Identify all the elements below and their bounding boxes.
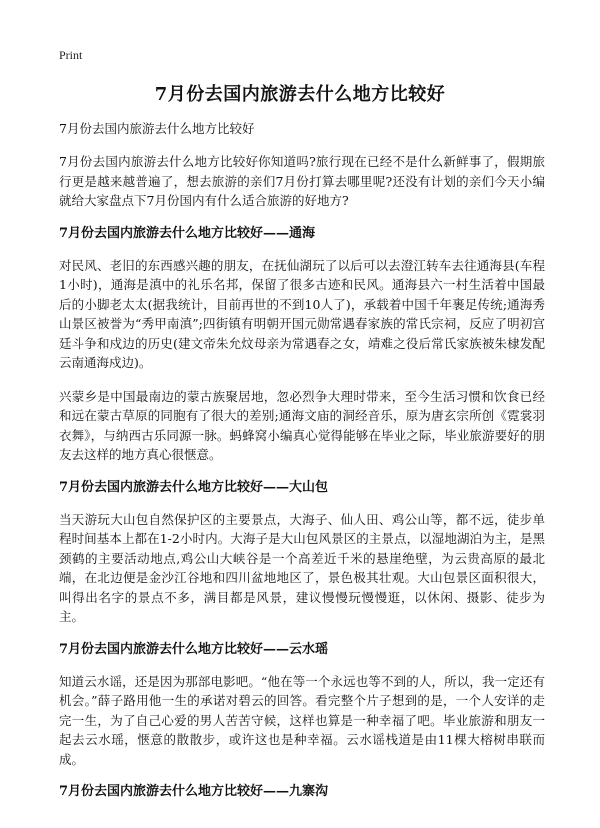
intro-paragraph: 7月份去国内旅游去什么地方比较好你知道吗?旅行现在已经不是什么新鲜事了，假期旅行更是越来越普遍了，想去旅游的亲们7月份打算去哪里呢?还没有计划的亲们今天小编就给大家盘点下7月份国内有什么适合旅游的好地方? (59, 154, 545, 208)
article-subtitle: 7月份去国内旅游去什么地方比较好 (59, 121, 255, 136)
section-paragraph: 当天游玩大山包自然保护区的主要景点，大海子、仙人田、鸡公山等，都不远，徒步单程时间基本上都在1-2小时内。大海子是大山包风景区的主景点，以湿地湖泊为主，是黑颈鹤的主要活动地点,鸡公山大峡谷是一个高差近千米的悬崖绝壁，为云贵高原的最北端，在北边便是金沙江谷地和四川盆地地区了，景色极其壮观。大山包景区面积很大，叫得出名字的景点不多，满目都是风景，建议慢慢玩慢慢逛，以休闲、摄影、徒步为主。 (59, 511, 545, 624)
section-heading-dashanbao: 7月份去国内旅游去什么地方比较好——大山包 (59, 479, 329, 495)
section-paragraph: 知道云水谣，还是因为那部电影吧。“他在等一个永远也等不到的人，所以，我一定还有机会。”薛子路用他一生的承诺对碧云的回答。看完整个片子想到的是，一个人安详的走完一生，为了自己心爱的男人苦苦守候，这样也算是一种幸福了吧。毕业旅游和朋友一起去云水瑶，惬意的散散步，或许这也是种幸福。云水谣栈道是由11棵大榕树串联而成。 (59, 673, 545, 767)
print-link[interactable]: Print (59, 48, 83, 62)
section-paragraph: 兴蒙乡是中国最南边的蒙古族聚居地，忽必烈争大理时带来，至今生活习惯和饮食已经和远在蒙古草原的同胞有了很大的差别;通海文庙的洞经音乐，原为唐玄宗所创《霓裳羽衣舞》，与纳西古乐同源一脉。蚂蜂窝小编真心觉得能够在毕业之际，毕业旅游要好的朋友去这样的地方真心很惬意。 (59, 388, 545, 462)
section-heading-yunshuiyao: 7月份去国内旅游去什么地方比较好——云水瑶 (59, 641, 329, 657)
section-heading-jiuzhaigou: 7月份去国内旅游去什么地方比较好——九寨沟 (59, 784, 329, 799)
page-title: 7月份去国内旅游去什么地方比较好 (154, 84, 446, 105)
section-paragraph: 对民风、老旧的东西感兴趣的朋友，在抚仙湖玩了以后可以去澄江转车去往通海县(车程1小时)，通海是滇中的礼乐名邦，保留了很多古迹和民风。通海县六一村生活着中国最后的小脚老太太(据我统计，目前再世的不到10人了)，承载着中国千年裹足传统;通海秀山景区被誉为“秀甲南滇”;四街镇有明朝开国元勋常遇春家族的常氏宗祠，反应了明初宫廷斗争和戍边的历史(建文帝朱允炆母亲为常遇春之女，靖难之役后常氏家族被朱棣发配云南通海戍边)。 (59, 257, 545, 370)
article-body (59, 120, 545, 814)
section-heading-tonghai: 7月份去国内旅游去什么地方比较好——通海 (59, 225, 316, 241)
